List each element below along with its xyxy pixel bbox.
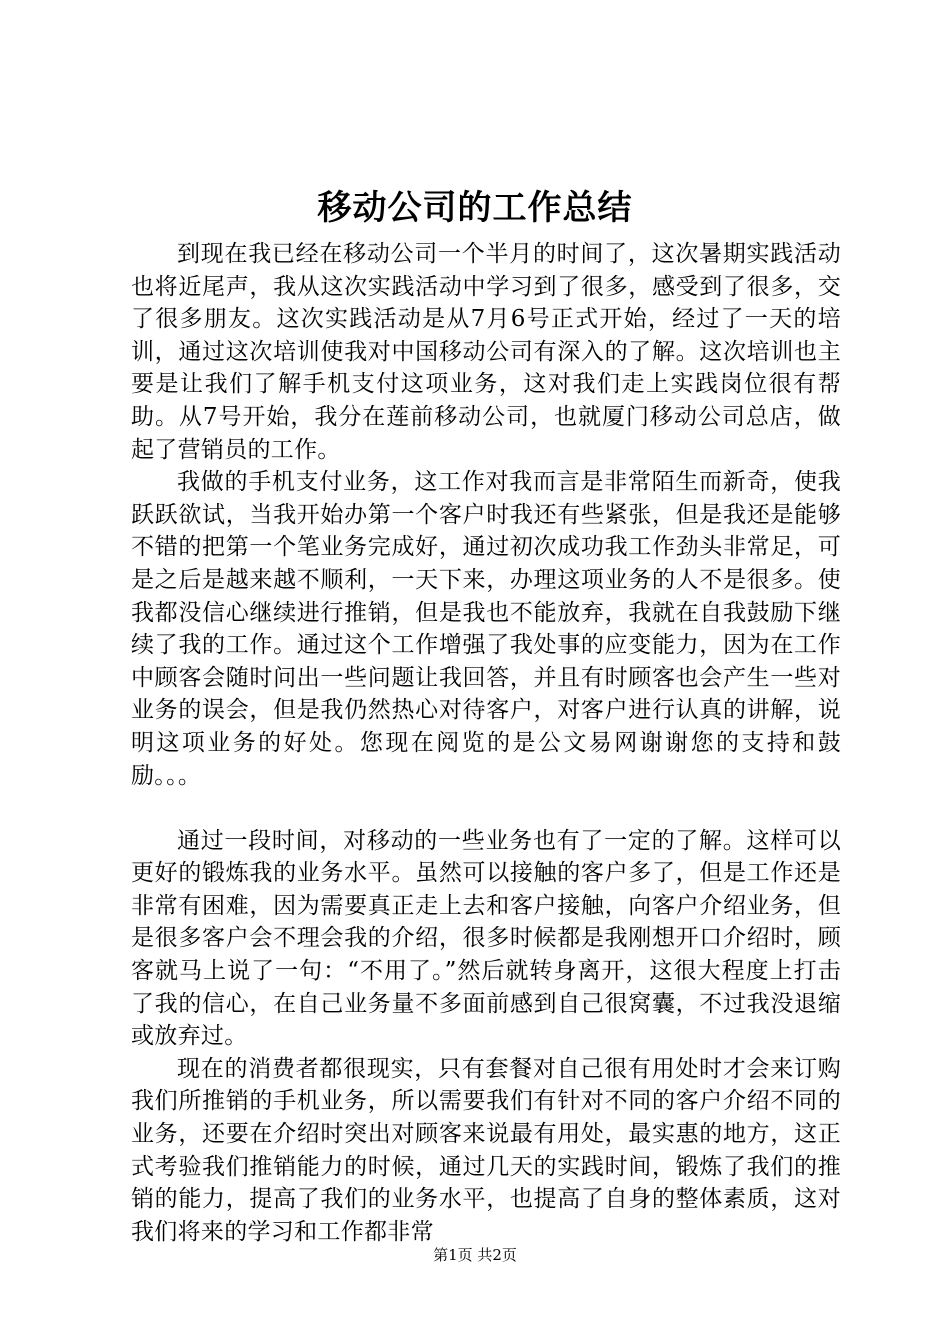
paragraph-3: 通过一段时间，对移动的一些业务也有了一定的了解。这样可以更好的锻炼我的业务水平。虽然可以接触的客户多了，但是工作还是非常有困难，因为需要真正走上去和客户接触，向客户介绍业务，但是很多客户会不理会我的介绍，很多时候都是我刚想开口介绍时，顾客就马上说了一句：“不用了。”然后就转身离开，这很大程度上打击了我的信心，在自己业务量不多面前感到自己很窝囊，不过我没退缩或放弃过。 [131,827,841,1050]
paragraph-1: 到现在我已经在移动公司一个半月的时间了，这次暑期实践活动也将近尾声，我从这次实践活动中学习到了很多，感受到了很多，交了很多朋友。这次实践活动是从7月6号正式开始，经过了一天的培训，通过这次培训使我对中国移动公司有深入的了解。这次培训也主要是让我们了解手机支付这项业务，这对我们走上实践岗位很有帮助。从7号开始，我分在莲前移动公司，也就厦门移动公司总店，做起了营销员的工作。 [131,241,841,463]
document-title: 移动公司的工作总结 [317,188,633,228]
paragraph-2: 我做的手机支付业务，这工作对我而言是非常陌生而新奇，使我跃跃欲试，当我开始办第一个客户时我还有些紧张，但是我还是能够不错的把第一个笔业务完成好，通过初次成功我工作劲头非常足，可是之后是越来越不顺利，一天下来，办理这项业务的人不是很多。使我都没信心继续进行推销，但是我也不能放弃，我就在自我鼓励下继续了我的工作。通过这个工作增强了我处事的应变能力，因为在工作中顾客会随时问出一些问题让我回答，并且有时顾客也会产生一些对业务的误会，但是我仍然热心对待客户，对客户进行认真的讲解，说明这项业务的好处。您现在阅览的是公文易网谢谢您的支持和鼓励。。。 [131,469,841,789]
page-footer: 第1页 共2页 [433,1246,517,1264]
document-body [131,238,841,1248]
paragraph-4: 现在的消费者都很现实，只有套餐对自己很有用处时才会来订购我们所推销的手机业务，所以需要我们有针对不同的客户介绍不同的业务，还要在介绍时突出对顾客来说最有用处，最实惠的地方，这正式考验我们推销能力的时候，通过几天的实践时间，锻炼了我们的推销的能力，提高了我们的业务水平，也提高了自身的整体素质，这对我们将来的学习和工作都非常 [131,1055,841,1245]
